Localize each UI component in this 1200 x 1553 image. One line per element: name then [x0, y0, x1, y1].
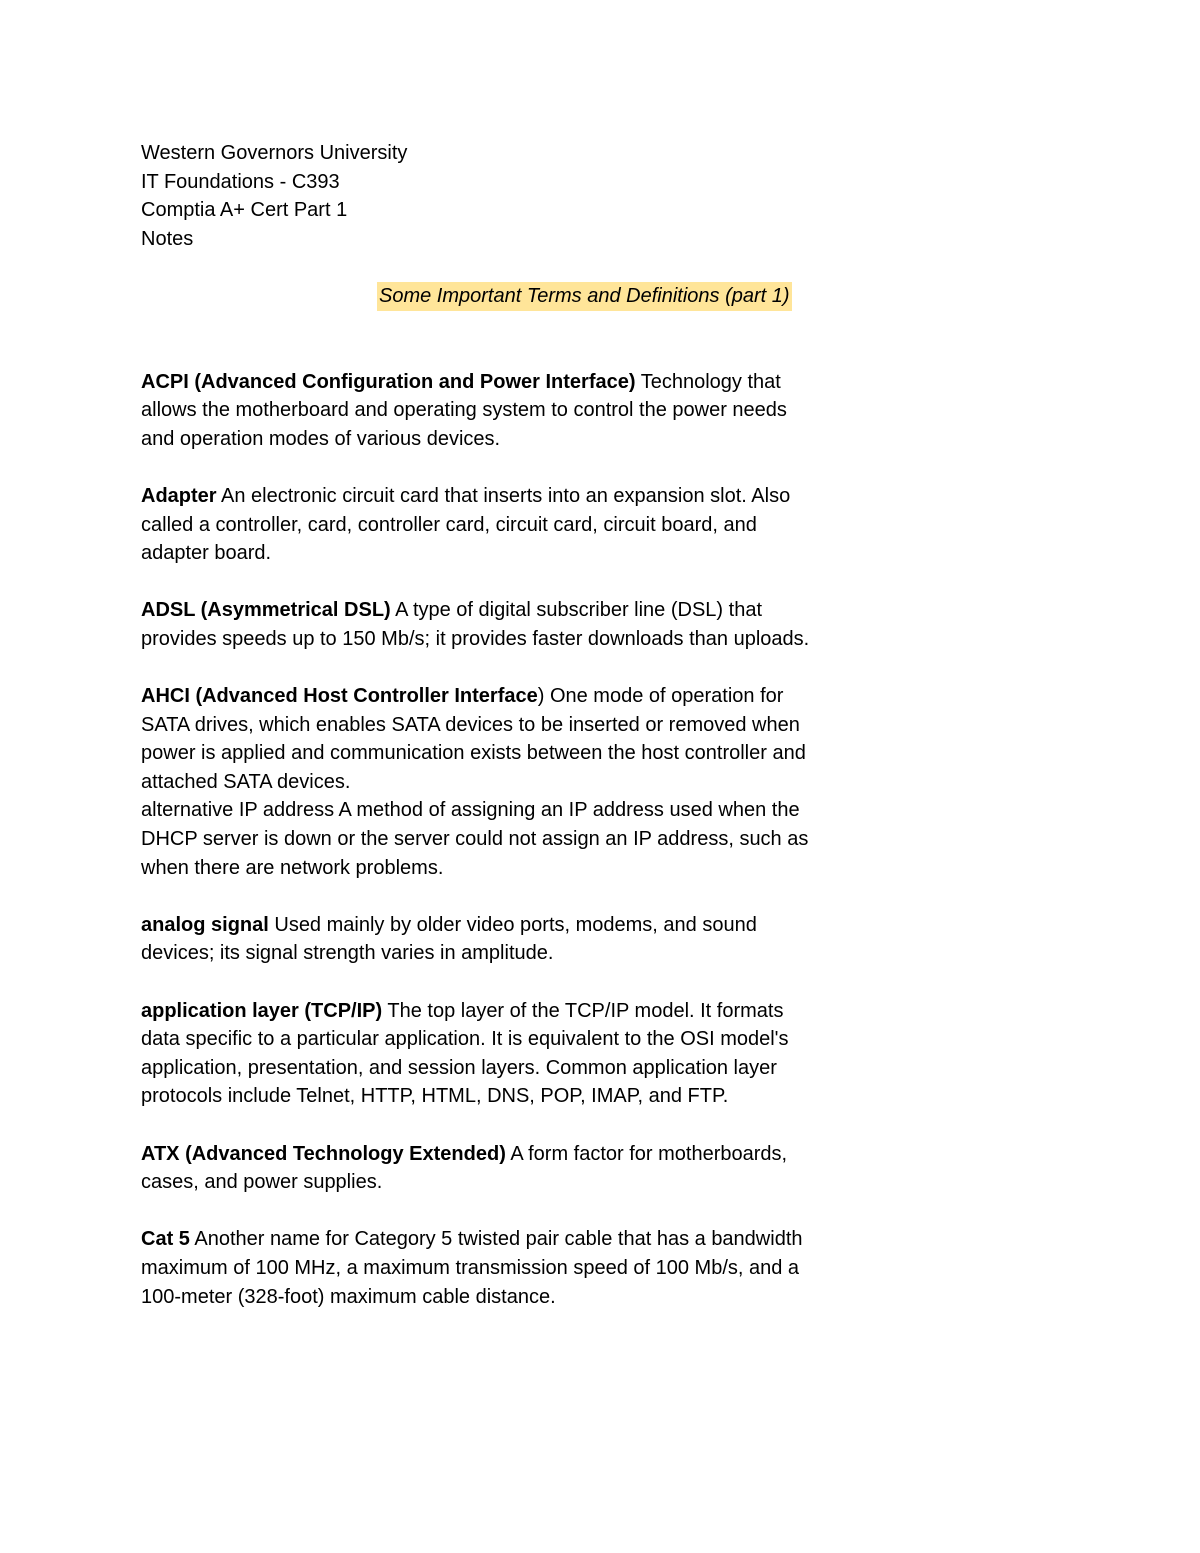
document-page [141, 139, 811, 1340]
glossary-term: ACPI (Advanced Configuration and Power Interface) [141, 370, 636, 393]
document-type: Notes [141, 227, 194, 250]
glossary-definition: Used mainly by older video ports, modems, and sound devices; its signal strength varies in amplitude. [141, 913, 757, 965]
glossary-term: Adapter [141, 484, 217, 507]
glossary-definition: A type of digital subscriber line (DSL) that provides speeds up to 150 Mb/s; it provides faster downloads than uploads. [141, 599, 810, 650]
glossary-definition: An electronic circuit card that inserts into an expansion slot. Also called a controller, card, controller card, circuit card, circuit board, and adapter board. [141, 484, 791, 565]
glossary-term: ADSL (Asymmetrical DSL) [141, 599, 391, 622]
glossary-entry-acpi [141, 368, 811, 454]
glossary-definition: ) One mode of operation for SATA drives, which enables SATA devices to be inserted or removed when power is applied and communication exists between the host controller and attached SATA devices. [141, 685, 806, 793]
glossary-definition: alternative IP address A method of assigning an IP address used when the DHCP server is down or the server could not assign an IP address, such as when there are network problems. [141, 799, 809, 879]
glossary-entry-analog-signal [141, 911, 811, 968]
glossary-definition: The top layer of the TCP/IP model. It formats data specific to a particular application. It is equivalent to the OSI model's application, presentation, and session layers. Common application layer protocols include Telnet, HTTP, HTML, DNS, POP, IMAP, and FTP. [141, 999, 789, 1108]
glossary-entry-cat5 [141, 1225, 811, 1311]
glossary-term: application layer (TCP/IP) [141, 999, 383, 1022]
certification-name: Comptia A+ Cert Part 1 [141, 199, 348, 222]
glossary-entry-application-layer [141, 997, 811, 1111]
glossary-definition: Technology that allows the motherboard and operating system to control the power needs and operation modes of various devices. [141, 370, 787, 450]
glossary-entry-adapter [141, 482, 811, 568]
glossary-definition: Another name for Category 5 twisted pair cable that has a bandwidth maximum of 100 MHz, a maximum transmission speed of 100 Mb/s, and a 100-meter (328-foot) maximum cable distance. [141, 1228, 803, 1308]
course-name: IT Foundations - C393 [141, 170, 340, 193]
glossary-entry-alternative-ip [141, 796, 811, 882]
section-title: Some Important Terms and Definitions (part 1) [377, 282, 792, 311]
institution-name: Western Governors University [141, 142, 408, 164]
glossary-entry-ahci [141, 682, 811, 796]
glossary-term: Cat 5 [141, 1228, 190, 1251]
glossary-term: ATX (Advanced Technology Extended) [141, 1142, 506, 1165]
glossary-term: analog signal [141, 913, 269, 936]
glossary-term: AHCI (Advanced Host Controller Interface [141, 685, 538, 708]
document-header [141, 139, 811, 253]
section-title-row [141, 282, 811, 311]
glossary-entry-adsl [141, 596, 811, 653]
glossary-definition: A form factor for motherboards, cases, and power supplies. [141, 1142, 788, 1194]
glossary-entry-atx [141, 1140, 811, 1197]
glossary-list [141, 368, 811, 1312]
